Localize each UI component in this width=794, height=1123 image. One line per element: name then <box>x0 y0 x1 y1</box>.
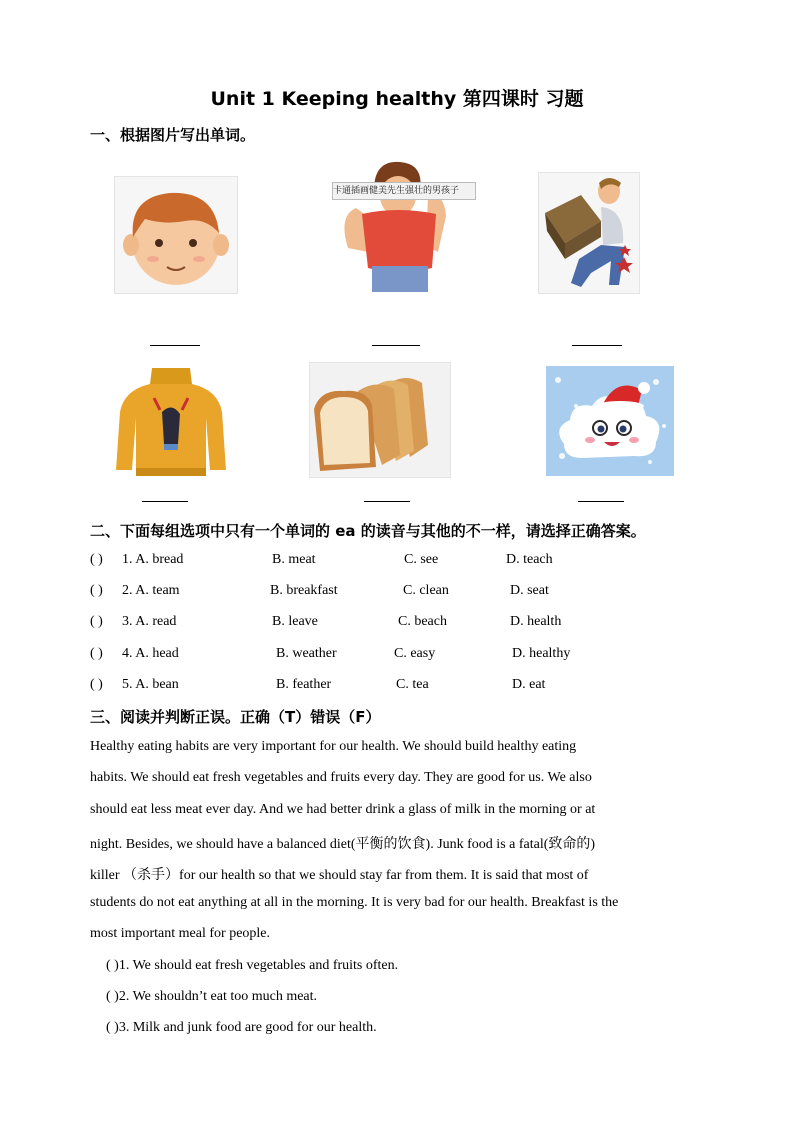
section-2-heading: 二、下面每组选项中只有一个单词的 ea 的读音与其他的不一样，请选择正确答案。 <box>90 522 646 540</box>
answer-paren[interactable]: ( ) <box>90 646 103 661</box>
passage-line: Healthy eating habits are very important for our health. We should build healthy eating <box>90 739 577 754</box>
option-a: 1. A. bread <box>122 552 184 567</box>
option-b: B. leave <box>272 614 318 629</box>
man-lifting-box-image <box>538 172 640 294</box>
section-1-heading: 一、根据图片写出单词。 <box>90 126 256 144</box>
option-b: B. weather <box>276 646 337 661</box>
sweater-image <box>114 362 228 478</box>
passage-line: night. Besides, we should have a balanced diet(平衡的饮食). Junk food is a fatal(致命的) <box>90 837 596 852</box>
true-false-statement[interactable]: ( )3. Milk and junk food are good for our health. <box>106 1020 377 1035</box>
option-a: 3. A. read <box>122 614 177 629</box>
snowy-cloud-image <box>546 366 674 476</box>
true-false-statement[interactable]: ( )2. We shouldn’t eat too much meat. <box>106 989 318 1004</box>
answer-blank[interactable] <box>364 501 410 502</box>
passage-line: most important meal for people. <box>90 926 271 941</box>
answer-blank[interactable] <box>572 345 622 346</box>
option-b: B. breakfast <box>270 583 338 598</box>
option-a: 4. A. head <box>122 646 179 661</box>
option-b: B. meat <box>272 552 316 567</box>
option-b: B. feather <box>276 677 332 692</box>
option-d: D. eat <box>512 677 546 692</box>
answer-paren[interactable]: ( ) <box>90 677 103 692</box>
answer-paren[interactable]: ( ) <box>90 552 103 567</box>
option-c: C. beach <box>398 614 447 629</box>
option-a: 5. A. bean <box>122 677 179 692</box>
answer-blank[interactable] <box>150 345 200 346</box>
answer-blank[interactable] <box>142 501 188 502</box>
option-c: C. see <box>404 552 439 567</box>
passage-line: should eat less meat ever day. And we had better drink a glass of milk in the morning or at <box>90 802 596 817</box>
option-d: D. healthy <box>512 646 571 661</box>
passage-line: students do not eat anything at all in the morning. It is very bad for our health. Breakfast is the <box>90 895 619 910</box>
answer-paren[interactable]: ( ) <box>90 614 103 629</box>
boy-face-image <box>114 176 238 294</box>
section-3-heading: 三、阅读并判断正误。正确（T）错误（F） <box>90 708 381 726</box>
answer-paren[interactable]: ( ) <box>90 583 103 598</box>
passage-line: killer （杀手）for our health so that we should stay far from them. It is said that most of <box>90 868 589 883</box>
option-c: C. tea <box>396 677 429 692</box>
option-d: D. health <box>510 614 562 629</box>
option-c: C. clean <box>403 583 449 598</box>
option-d: D. teach <box>506 552 553 567</box>
option-a: 2. A. team <box>122 583 180 598</box>
page-title: Unit 1 Keeping healthy 第四课时 习题 <box>210 88 584 110</box>
answer-blank[interactable] <box>578 501 624 502</box>
option-d: D. seat <box>510 583 549 598</box>
bread-image <box>309 362 451 478</box>
option-c: C. easy <box>394 646 436 661</box>
passage-line: habits. We should eat fresh vegetables and fruits every day. They are good for us. We also <box>90 770 592 785</box>
strong-man-image <box>328 156 474 296</box>
image-watermark-label: 卡通插画健美先生强壮的男孩子 <box>332 182 476 200</box>
true-false-statement[interactable]: ( )1. We should eat fresh vegetables and fruits often. <box>106 958 399 973</box>
answer-blank[interactable] <box>372 345 420 346</box>
